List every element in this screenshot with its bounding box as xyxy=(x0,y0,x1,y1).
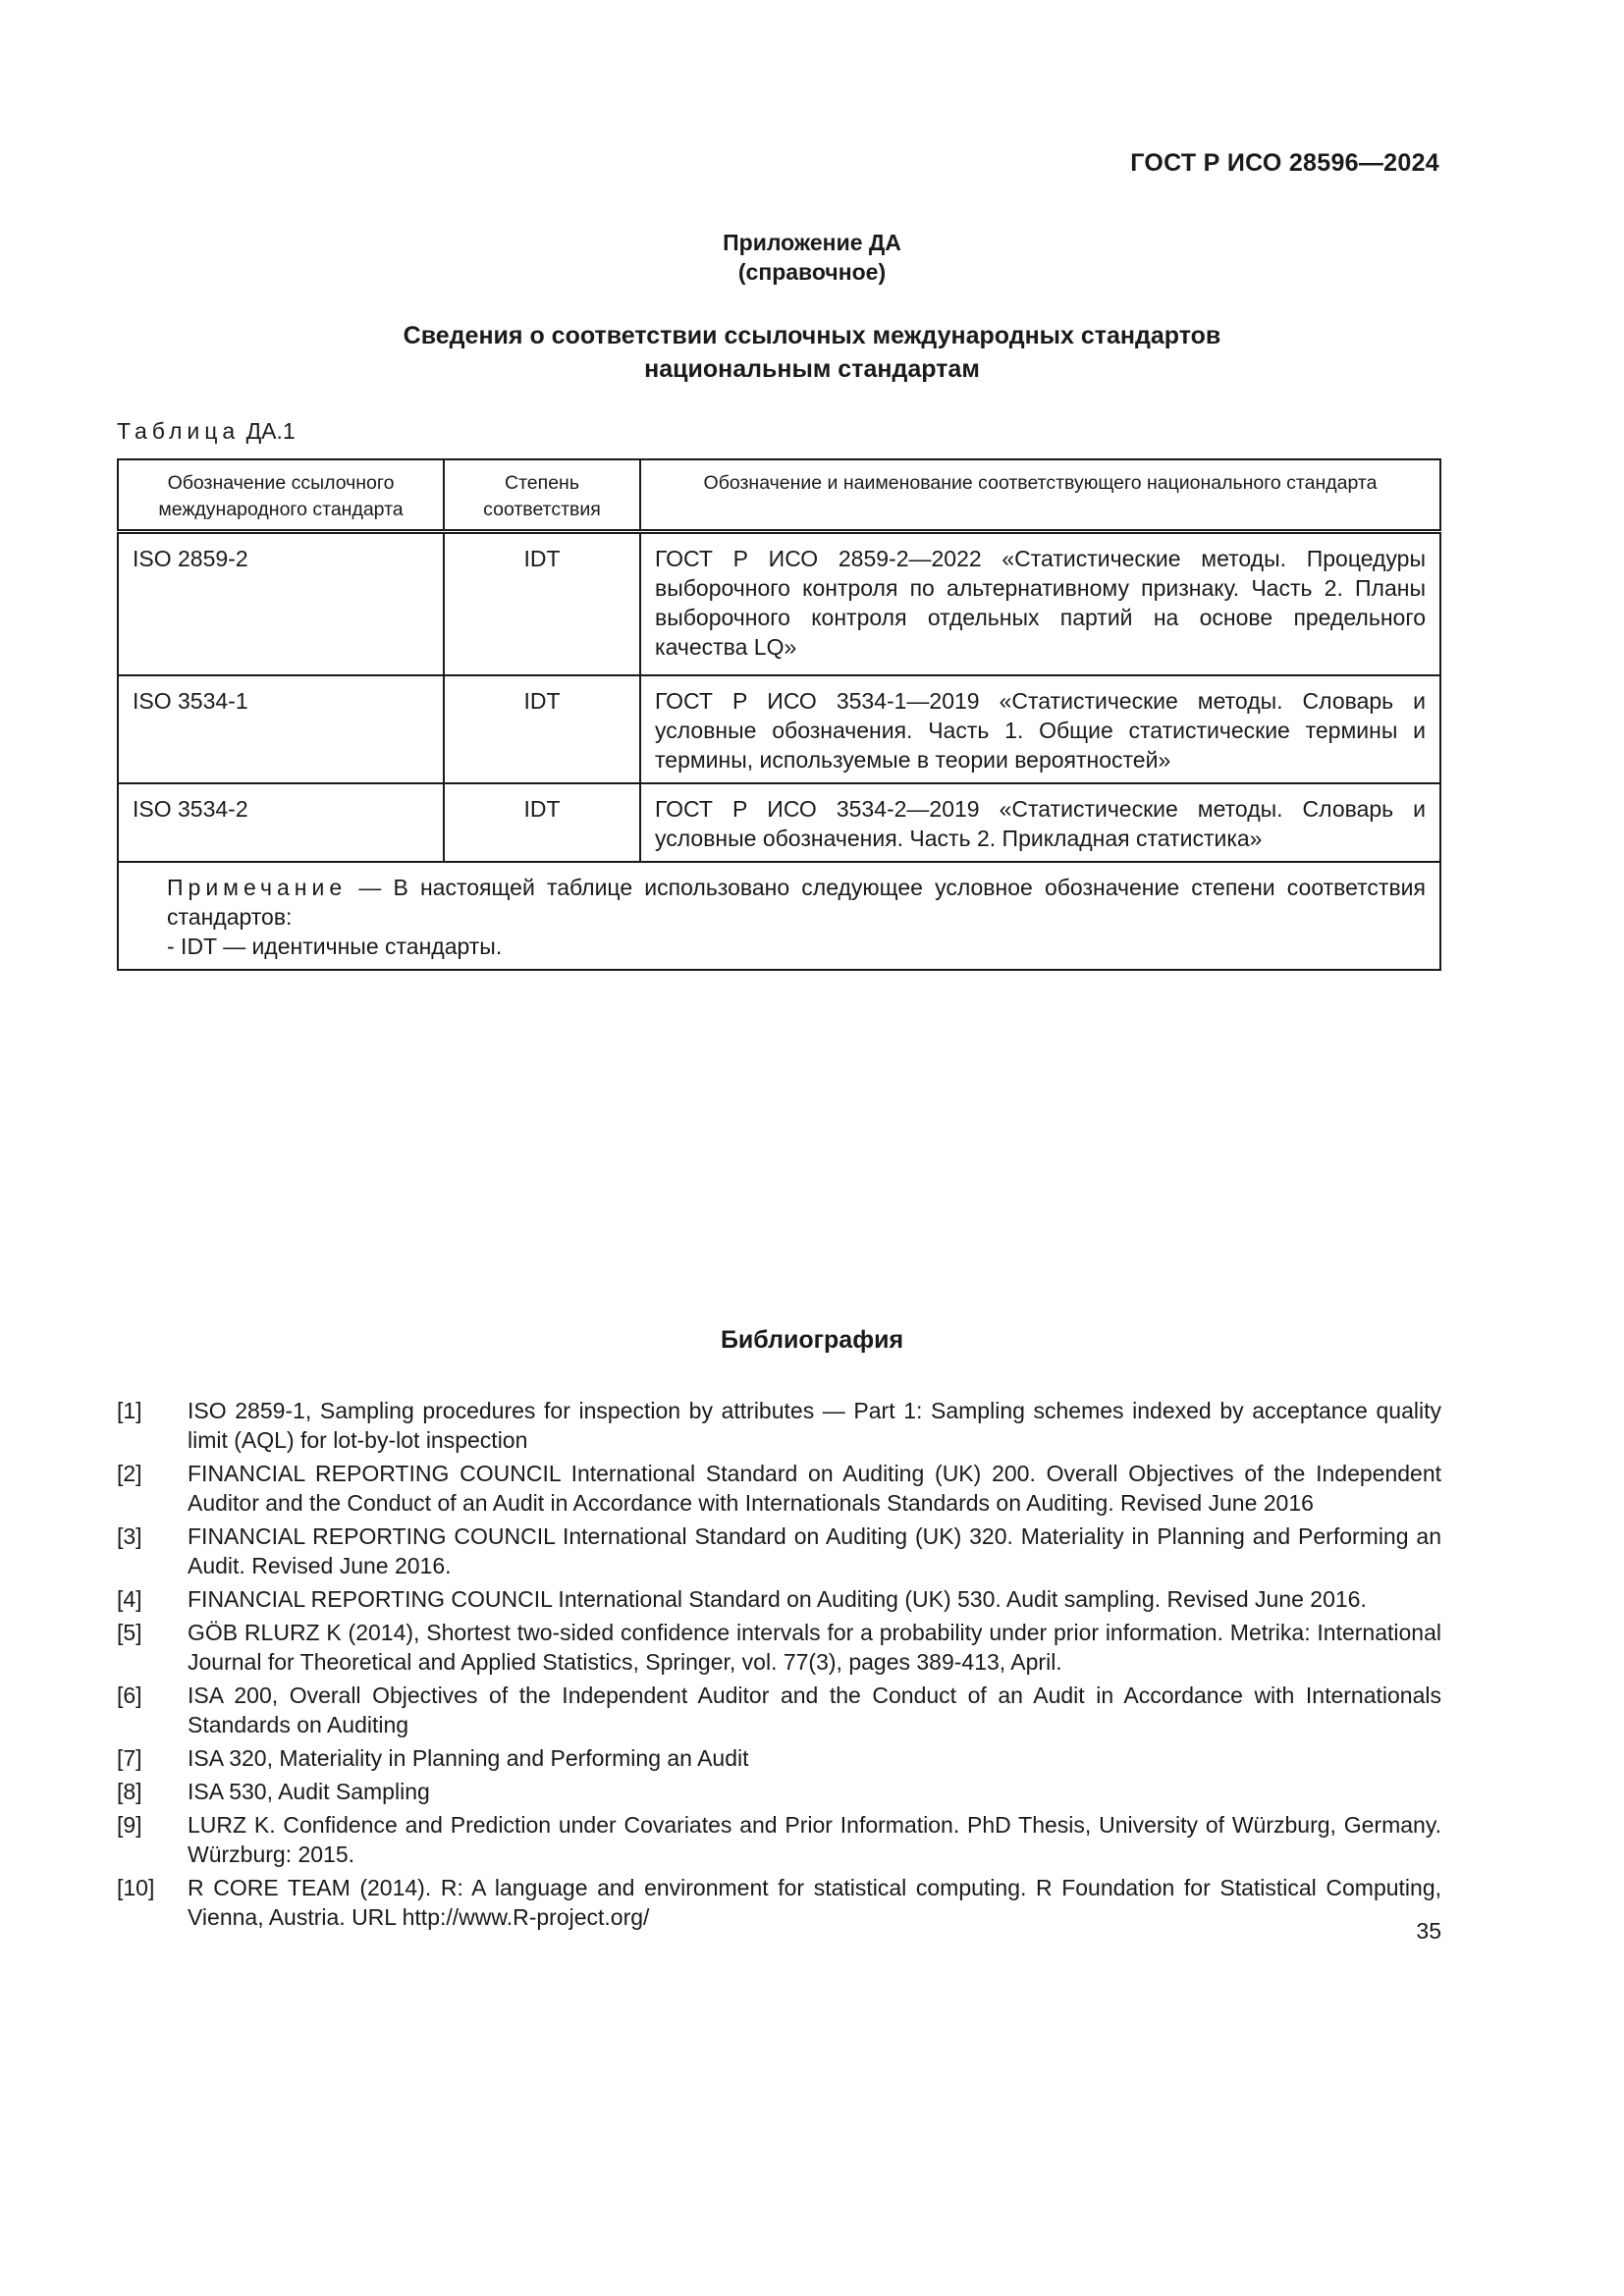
bib-number: [7] xyxy=(117,1745,142,1771)
bib-text: ISO 2859-1, Sampling procedures for inspection by attributes — Part 1: Sampling schemes indexed by acceptance quality limit (AQL) for lot-by-lot inspection xyxy=(188,1398,1441,1453)
section-title-line2: национальным стандартам xyxy=(644,355,980,383)
document-code: ГОСТ Р ИСО 28596—2024 xyxy=(1130,149,1439,177)
table-row xyxy=(118,532,1440,676)
table-header-row xyxy=(118,459,1440,532)
appendix-subtitle: (справочное) xyxy=(737,259,887,285)
list-item xyxy=(117,1618,1441,1677)
table-note-row xyxy=(118,862,1440,970)
page-number: 35 xyxy=(1416,1918,1441,1944)
bib-number: [4] xyxy=(117,1586,142,1612)
bib-text: ISA 320, Materiality in Planning and Performing an Audit xyxy=(188,1745,749,1771)
bibliography-list xyxy=(117,1396,1441,1936)
bib-number: [3] xyxy=(117,1523,142,1549)
header-national-standard: Обозначение и наименование соответствующего национального стандарта xyxy=(640,459,1440,532)
table-row xyxy=(118,675,1440,783)
cell-degree: IDT xyxy=(444,675,640,783)
section-title-line1: Сведения о соответствии ссылочных международных стандартов xyxy=(403,322,1221,349)
list-item xyxy=(117,1522,1441,1580)
cell-intl-standard: ISO 3534-1 xyxy=(118,675,444,783)
cell-intl-standard: ISO 3534-2 xyxy=(118,783,444,862)
bib-text: FINANCIAL REPORTING COUNCIL International Standard on Auditing (UK) 200. Overall Objectives of the Independent Auditor and the Conduct of an Audit in Accordance with Internationals Standards on Auditing. Revised June 2016 xyxy=(188,1461,1441,1516)
note-label: Примечание xyxy=(167,875,348,900)
bib-text: ISA 200, Overall Objectives of the Independent Auditor and the Conduct of an Audit in Accordance with Internationals Standards on Auditing xyxy=(188,1682,1441,1737)
list-item xyxy=(117,1777,1441,1806)
list-item xyxy=(117,1873,1441,1932)
note-item: - IDT — идентичные стандарты. xyxy=(167,934,503,959)
correspondence-table xyxy=(117,458,1441,971)
cell-national-standard: ГОСТ Р ИСО 2859-2—2022 «Статистические методы. Процедуры выборочного контроля по альтернативному признаку. Часть 2. Планы выборочного контроля отдельных партий на основе предельного качества LQ» xyxy=(640,532,1440,676)
list-item xyxy=(117,1459,1441,1518)
bib-text: LURZ K. Confidence and Prediction under Covariates and Prior Information. PhD Thesis, University of Würzburg, Germany. Würzburg: 2015. xyxy=(188,1812,1441,1867)
bib-number: [9] xyxy=(117,1812,142,1838)
list-item xyxy=(117,1810,1441,1869)
bib-text: ISA 530, Audit Sampling xyxy=(188,1779,430,1804)
table-label xyxy=(117,418,296,445)
note-paragraph xyxy=(133,873,1426,932)
table-note xyxy=(118,862,1440,970)
cell-degree: IDT xyxy=(444,783,640,862)
cell-intl-standard: ISO 2859-2 xyxy=(118,532,444,676)
list-item xyxy=(117,1396,1441,1455)
bib-text: FINANCIAL REPORTING COUNCIL International Standard on Auditing (UK) 320. Materiality in Planning and Performing an Audit. Revised June 2016. xyxy=(188,1523,1441,1578)
bib-number: [2] xyxy=(117,1461,142,1486)
list-item xyxy=(117,1681,1441,1739)
list-item xyxy=(117,1743,1441,1773)
bib-number: [6] xyxy=(117,1682,142,1708)
bib-number: [5] xyxy=(117,1620,142,1645)
bib-number: [1] xyxy=(117,1398,142,1423)
bib-text: FINANCIAL REPORTING COUNCIL International Standard on Auditing (UK) 530. Audit sampling. Revised June 2016. xyxy=(188,1586,1367,1612)
bib-text: GÖB RLURZ K (2014), Shortest two-sided confidence intervals for a probability under prior information. Metrika: International Journal for Theoretical and Applied Statistics, Springer, vol. 77(3), pages 389-413, April. xyxy=(188,1620,1441,1675)
note-text: — В настоящей таблице использовано следующее условное обозначение степени соответствия стандартов: xyxy=(167,875,1426,930)
bibliography-title: Библиография xyxy=(720,1326,904,1354)
appendix-title: Приложение ДА xyxy=(723,230,901,255)
table-label-number: ДА.1 xyxy=(240,418,296,444)
bib-number: [10] xyxy=(117,1875,155,1900)
table-label-word: Таблица xyxy=(117,418,241,444)
bib-number: [8] xyxy=(117,1779,142,1804)
cell-national-standard: ГОСТ Р ИСО 3534-1—2019 «Статистические методы. Словарь и условные обозначения. Часть 1. Общие статистические термины и термины, используемые в теории вероятностей» xyxy=(640,675,1440,783)
header-degree: Степень соответствия xyxy=(444,459,640,532)
cell-degree: IDT xyxy=(444,532,640,676)
header-intl-standard: Обозначение ссылочного международного стандарта xyxy=(118,459,444,532)
bib-text: R CORE TEAM (2014). R: A language and environment for statistical computing. R Foundation for Statistical Computing, Vienna, Austria. URL http://www.R-project.org/ xyxy=(188,1875,1441,1930)
table-row xyxy=(118,783,1440,862)
list-item xyxy=(117,1584,1441,1614)
cell-national-standard: ГОСТ Р ИСО 3534-2—2019 «Статистические методы. Словарь и условные обозначения. Часть 2. Прикладная статистика» xyxy=(640,783,1440,862)
